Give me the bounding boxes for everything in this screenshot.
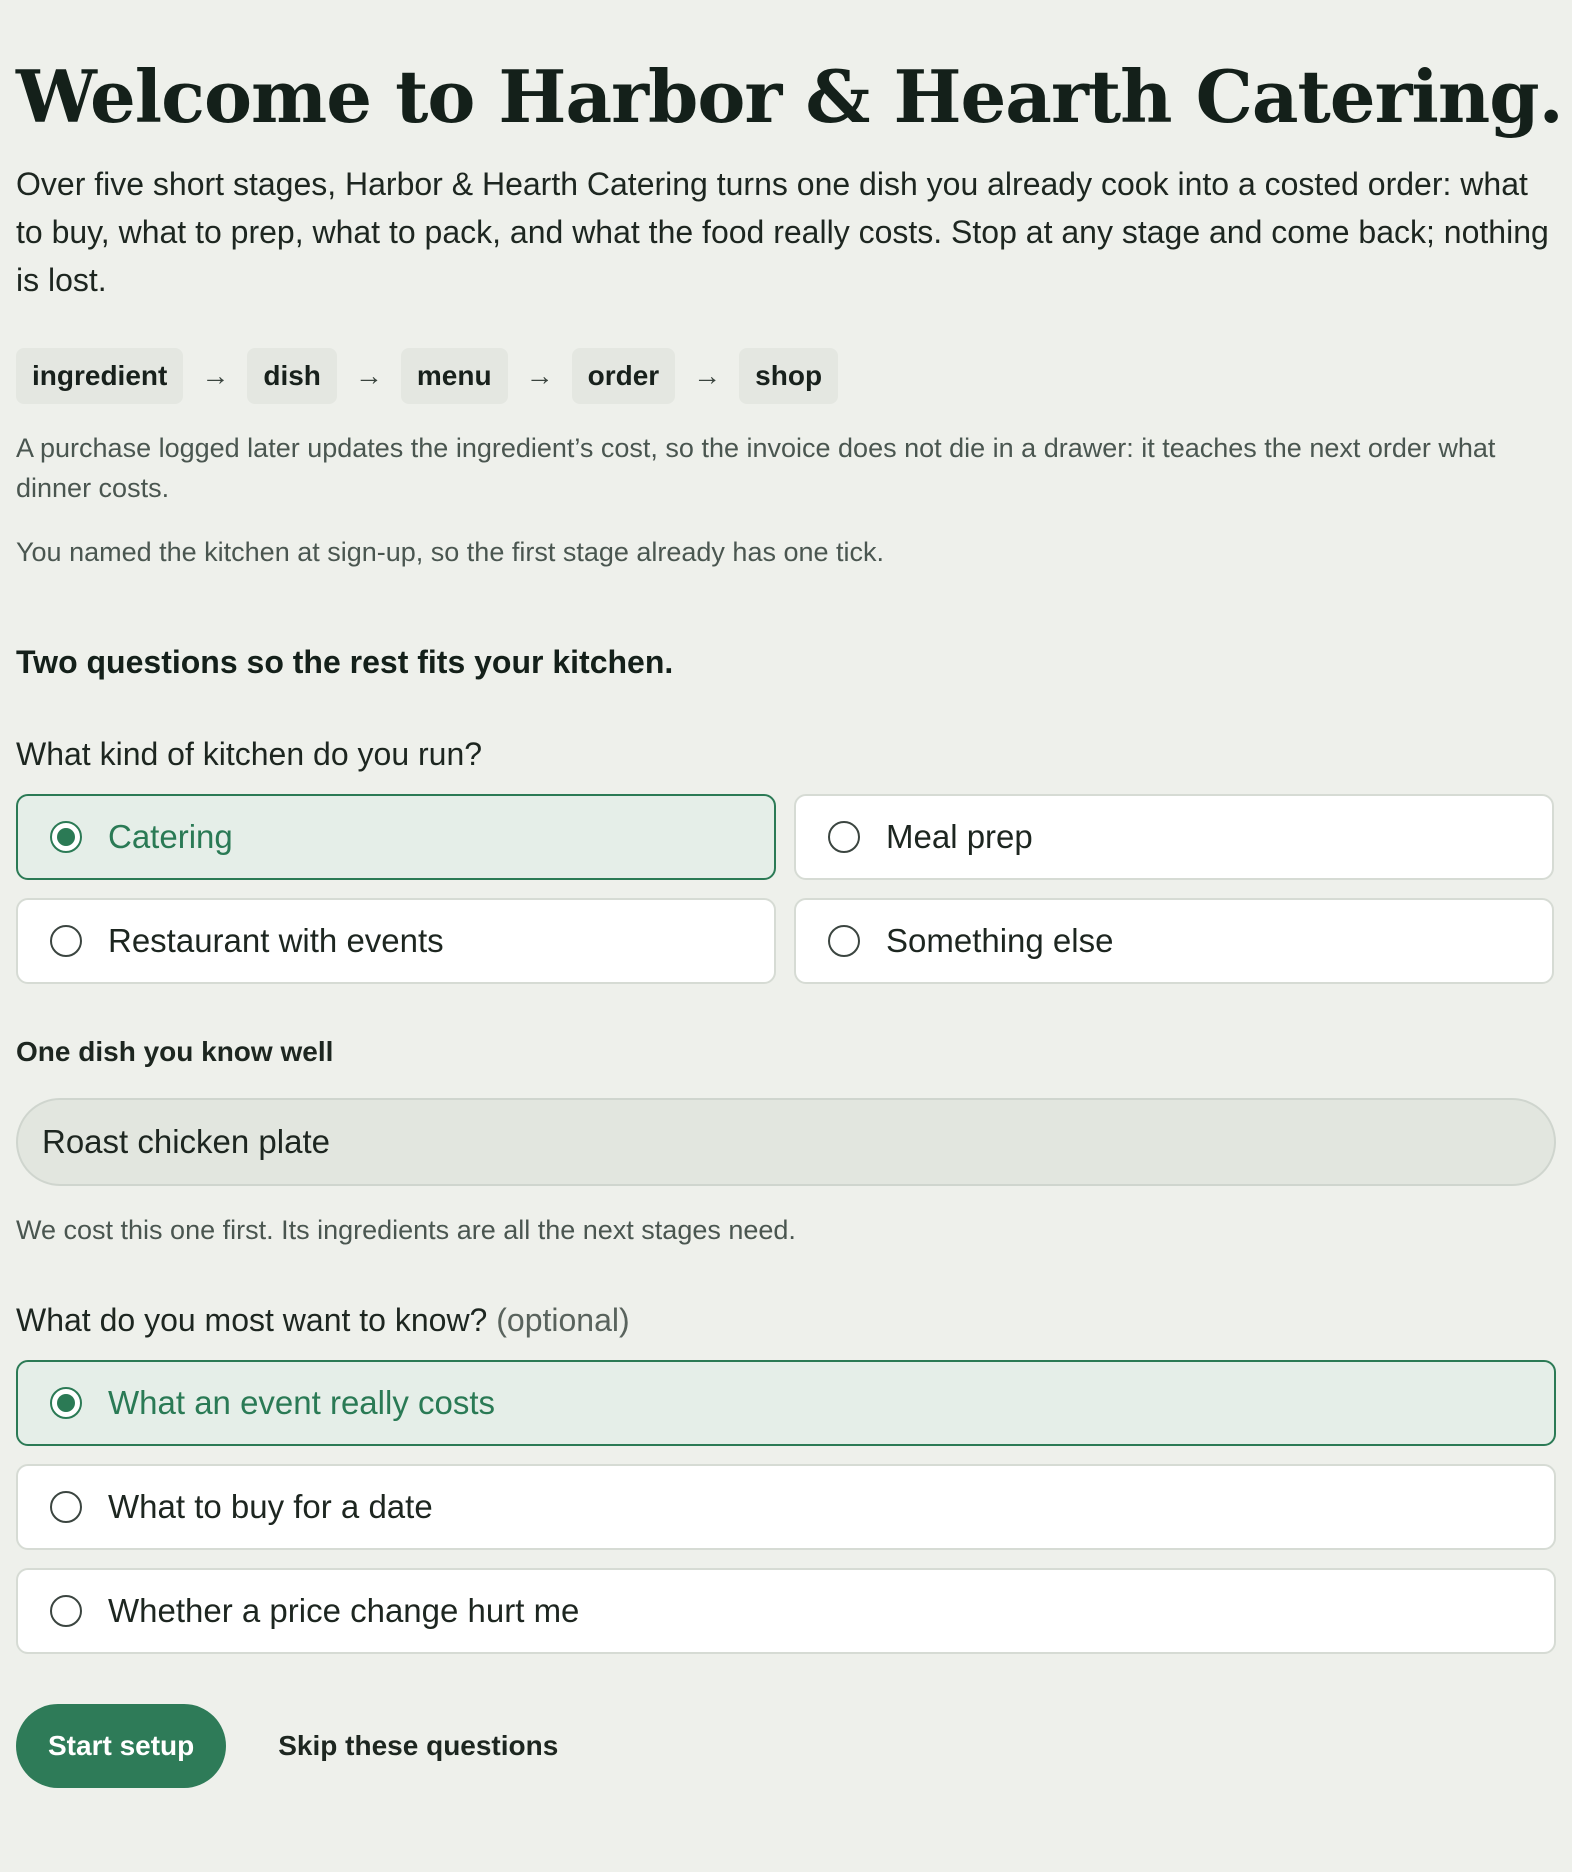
intro-text: Over five short stages, Harbor & Hearth Catering turns one dish you already cook into a costed order: what to buy, what to prep, what to pack, and what the food really costs. Stop at any stage and come back; nothing is lost.: [16, 166, 1549, 298]
form-actions: [16, 1704, 1556, 1788]
radio-unchecked-icon: [50, 1595, 82, 1627]
purchase-note: A purchase logged later updates the ingredient’s cost, so the invoice does not die in a drawer: it teaches the next order what dinner costs.: [16, 433, 1496, 503]
kitchen-question-label: What kind of kitchen do you run?: [16, 736, 483, 772]
kitchen-option-meal-prep[interactable]: [794, 794, 1554, 880]
stage-chip-shop: shop: [739, 348, 838, 404]
radio-checked-icon: [50, 1387, 82, 1419]
arrow-right-icon: →: [354, 360, 383, 391]
arrow-right-icon: →: [201, 360, 230, 391]
dish-hint: We cost this one first. Its ingredients are all the next stages need.: [16, 1215, 796, 1245]
goal-options: [16, 1360, 1556, 1654]
kitchen-option-restaurant[interactable]: [16, 898, 776, 984]
stage-chip-menu: menu: [401, 348, 508, 404]
radio-checked-icon: [50, 821, 82, 853]
stage-chain: [16, 348, 1556, 404]
option-label: Restaurant with events: [108, 922, 444, 959]
start-setup-button[interactable]: Start setup: [16, 1704, 226, 1788]
skip-questions-button[interactable]: Skip these questions: [278, 1730, 559, 1761]
stage-chip-order: order: [572, 348, 676, 404]
option-label: What to buy for a date: [108, 1488, 433, 1525]
stage-chip-dish: dish: [247, 348, 337, 404]
radio-unchecked-icon: [50, 1491, 82, 1523]
option-label: Catering: [108, 818, 233, 855]
page-title: Welcome to Harbor & Hearth Catering.: [16, 54, 1563, 139]
kitchen-option-something-else[interactable]: [794, 898, 1554, 984]
signup-note: You named the kitchen at sign-up, so the first stage already has one tick.: [16, 537, 885, 567]
option-label: Something else: [886, 922, 1114, 959]
radio-unchecked-icon: [50, 925, 82, 957]
goal-option-price-change[interactable]: [16, 1568, 1556, 1654]
radio-unchecked-icon: [828, 821, 860, 853]
arrow-right-icon: →: [525, 360, 554, 391]
stage-chip-ingredient: ingredient: [16, 348, 183, 404]
goal-question-text: What do you most want to know?: [16, 1302, 488, 1338]
dish-input[interactable]: [16, 1098, 1556, 1186]
dish-field-label: One dish you know well: [16, 1036, 334, 1067]
kitchen-options: [16, 794, 1556, 984]
goal-question-label: [16, 1298, 1556, 1342]
arrow-right-icon: →: [693, 360, 722, 391]
optional-tag: (optional): [496, 1302, 630, 1338]
option-label: Meal prep: [886, 818, 1033, 855]
goal-option-buy-for-date[interactable]: [16, 1464, 1556, 1550]
goal-option-event-cost[interactable]: [16, 1360, 1556, 1446]
option-label: Whether a price change hurt me: [108, 1592, 580, 1629]
radio-unchecked-icon: [828, 925, 860, 957]
option-label: What an event really costs: [108, 1384, 496, 1421]
kitchen-option-catering[interactable]: [16, 794, 776, 880]
questions-heading: Two questions so the rest fits your kitchen.: [16, 644, 674, 680]
